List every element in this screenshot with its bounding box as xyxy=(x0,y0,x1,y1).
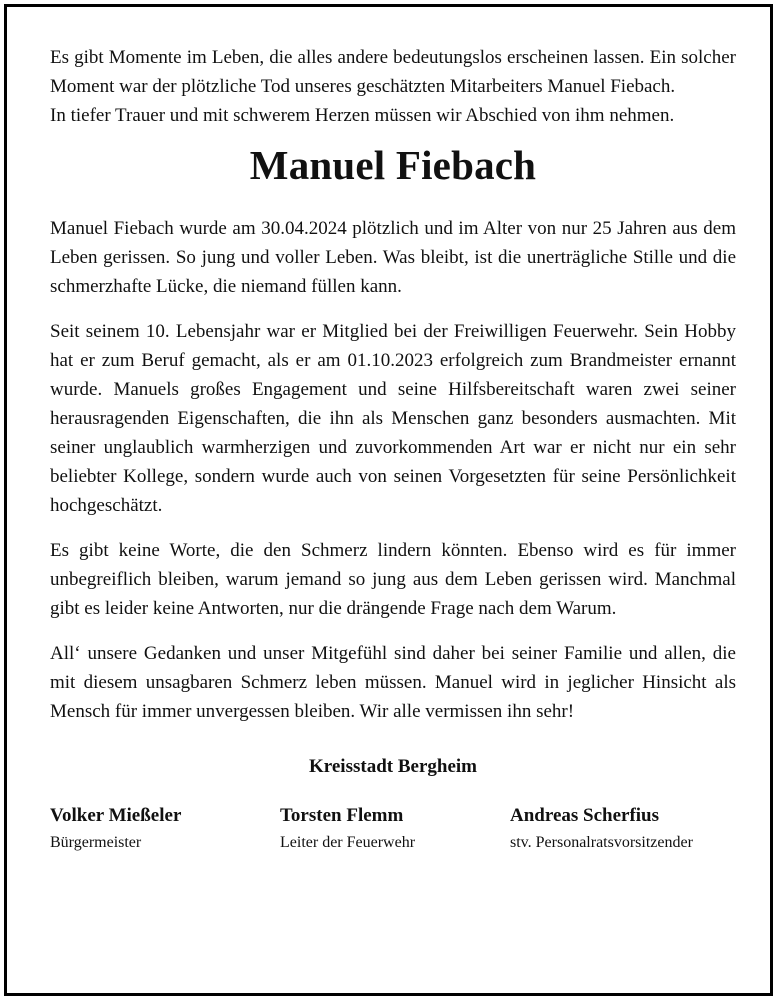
organization-name: Kreisstadt Bergheim xyxy=(309,756,477,777)
deceased-name-heading: Manuel Fiebach xyxy=(249,142,537,188)
signer-name: Torsten Flemm xyxy=(280,805,404,826)
signer xyxy=(510,802,736,856)
intro-paragraph: Es gibt Momente im Leben, die alles andere bedeutungslos erscheinen lassen. Ein solcher Moment war der plötzliche Tod unseres geschätzten Mitarbeiters Manuel Fiebach. xyxy=(50,47,736,97)
signer-role: Bürgermeister xyxy=(50,834,142,851)
body-paragraph: All‘ unsere Gedanken und unser Mitgefühl sind daher bei seiner Familie und allen, die mit diesem unsagbaren Schmerz leben müssen. Manuel wird in jeglicher Hinsicht als Mensch für immer unvergessen bleiben. Wir alle vermissen ihn sehr! xyxy=(50,643,736,722)
signer-role: Leiter der Feuerwehr xyxy=(280,834,416,851)
signer-name: Andreas Scherfius xyxy=(510,805,660,826)
signer xyxy=(280,802,510,856)
intro-paragraph-farewell: In tiefer Trauer und mit schwerem Herzen müssen wir Abschied von ihm nehmen. xyxy=(50,105,675,126)
body-paragraph: Seit seinem 10. Lebensjahr war er Mitglied bei der Freiwilligen Feuerwehr. Sein Hobby hat er zum Beruf gemacht, als er am 01.10.2023 erfolgreich zum Brandmeister ernannt wurde. Manuels großes Engagement und seine Hilfsbereitschaft waren zwei seiner herausragenden Eigenschaften, die ihn als Menschen ganz besonders ausmachten. Mit seiner unglaublich warmherzigen und zuvorkommenden Art war er nicht nur ein sehr beliebter Kollege, sondern wurde auch von seinen Vorgesetzten für seine Persönlichkeit hochgeschätzt. xyxy=(50,321,736,516)
obituary-card xyxy=(4,4,773,996)
body-paragraph: Es gibt keine Worte, die den Schmerz lindern könnten. Ebenso wird es für immer unbegreiflich bleiben, warum jemand so jung aus dem Leben gerissen wird. Manchmal gibt es leider keine Antworten, nur die drängende Frage nach dem Warum. xyxy=(50,540,736,619)
signers-row xyxy=(50,802,736,856)
signer-role: stv. Personalratsvorsitzender xyxy=(510,834,693,851)
body-paragraph: Manuel Fiebach wurde am 30.04.2024 plötzlich und im Alter von nur 25 Jahren aus dem Leben gerissen. So jung und voller Leben. Was bleibt, ist die unerträgliche Stille und die schmerzhafte Lücke, die niemand füllen kann. xyxy=(50,218,736,297)
signer-name: Volker Mießeler xyxy=(50,805,182,826)
signer xyxy=(50,802,280,856)
obituary-content xyxy=(50,43,736,856)
